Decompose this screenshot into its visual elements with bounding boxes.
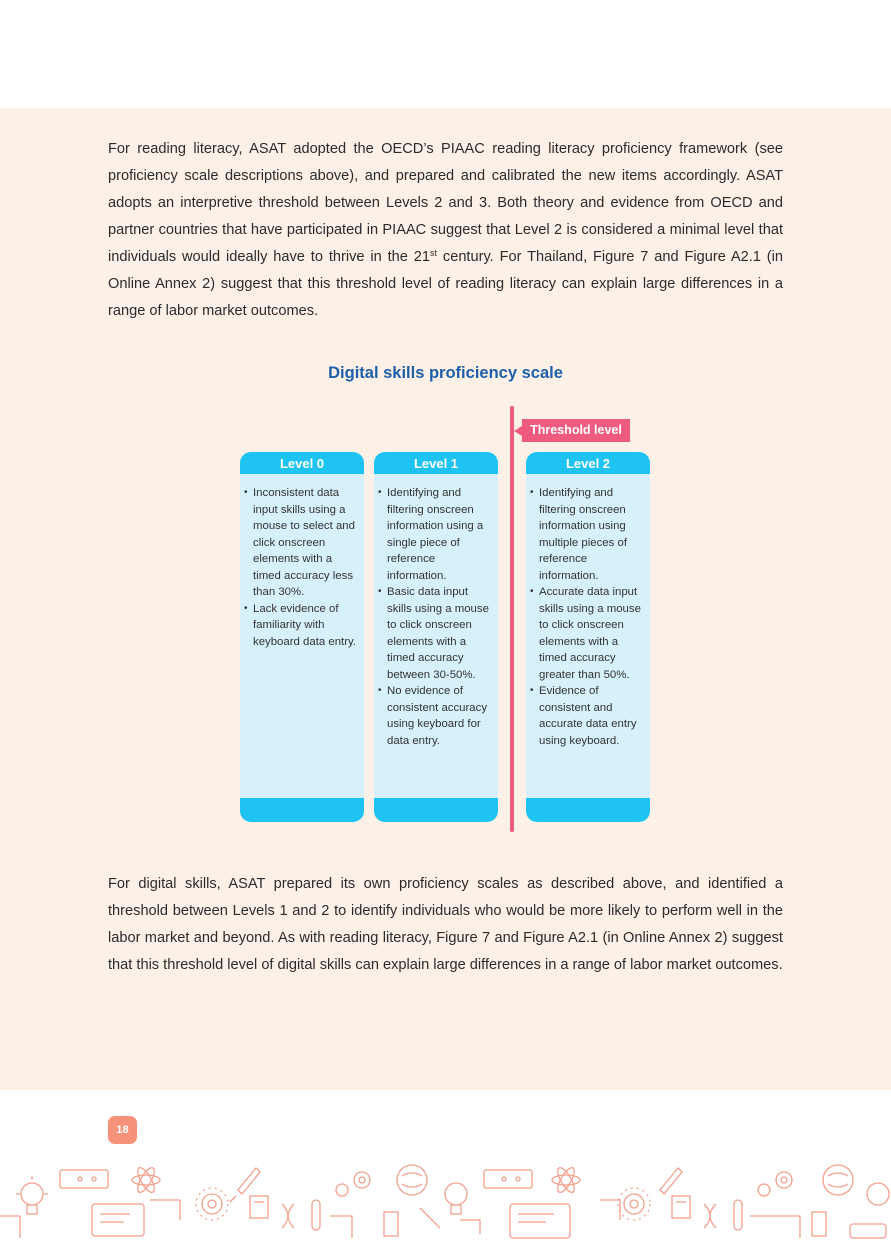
flask-icon [812, 1212, 886, 1238]
level-2-footer [526, 798, 650, 822]
paragraph1-text-end: century. For Thailand, Figure 7 and Figure A2.1 (in Online Annex 2) suggest that this threshold level of reading literacy can explain large differences in a range of labor market outcomes. [108, 249, 783, 319]
level-0-footer [240, 798, 364, 822]
lightbulb-icon [16, 1176, 48, 1214]
battery-icon [484, 1170, 532, 1188]
level-1-item: • Basic data input skills using a mouse to click onscreen elements with a timed accuracy between 30-50%. [378, 584, 494, 683]
threshold-label: Threshold level [522, 419, 630, 442]
threshold-line [510, 406, 514, 832]
atom-icon [132, 1165, 160, 1194]
level-0-header: Level 0 [240, 452, 364, 474]
book-icon [672, 1196, 690, 1218]
digital-skills-paragraph: For digital skills, ASAT prepared its own proficiency scales as described above, and identified a threshold between Levels 1 and 2 to identify individuals who would be more likely to perform well in the labor market and beyond. As with reading literacy, Figure 7 and Figure A2.1 (in Online Annex 2) suggest that this threshold level of digital skills can explain large differences in a range of labor market outcomes. [108, 876, 783, 973]
test-tube-icon [312, 1200, 320, 1230]
level-2-card [526, 452, 650, 822]
level-0-card [240, 452, 364, 822]
gear-icon [196, 1188, 228, 1220]
figure-title: Digital skills proficiency scale [328, 364, 563, 382]
screen-icon [510, 1204, 570, 1238]
paragraph1-text: For reading literacy, ASAT adopted the OECD’s PIAAC reading literacy proficiency framework (see proficiency scale descriptions above), and prepared and calibrated the new items accordingly. ASAT adopts an interpretive threshold between Levels 2 and 3. Both theory and evidence from OECD and partner countries that have participated in PIAAC suggest that Level 2 is considered a minimal level that individuals would ideally have to thrive in the 21 [108, 141, 783, 265]
level-1-item: • Identifying and filtering onscreen information using a single piece of reference information. [378, 485, 494, 584]
lightbulb-icon [445, 1183, 467, 1214]
book-icon [250, 1196, 268, 1218]
level-2-header: Level 2 [526, 452, 650, 474]
level-0-item: • Lack evidence of familiarity with keyboard data entry. [244, 601, 360, 651]
rocket-icon [660, 1168, 682, 1194]
gear-icon [336, 1172, 370, 1196]
level-2-item: • Accurate data input skills using a mouse to click onscreen elements with a timed accuracy greater than 50%. [530, 584, 646, 683]
level-1-item: • No evidence of consistent accuracy using keyboard for data entry. [378, 683, 494, 749]
footer-science-pattern [0, 1160, 891, 1242]
level-2-list [526, 474, 650, 749]
gear-icon [618, 1188, 650, 1220]
rocket-icon [230, 1168, 260, 1202]
reading-literacy-paragraph [108, 136, 783, 325]
level-2-item: • Evidence of consistent and accurate data entry using keyboard. [530, 683, 646, 749]
flask-icon [384, 1208, 440, 1236]
ordinal-superscript: st [430, 248, 438, 258]
level-1-list [374, 474, 498, 749]
dna-icon [282, 1204, 294, 1228]
level-0-list [240, 474, 364, 650]
gear-icon [758, 1172, 792, 1196]
level-0-item: • Inconsistent data input skills using a mouse to select and click onscreen elements with a timed accuracy less than 30%. [244, 485, 360, 601]
lightbulb-icon [867, 1183, 889, 1205]
test-tube-icon [734, 1200, 742, 1230]
brain-icon [397, 1165, 427, 1195]
atom-icon [552, 1165, 580, 1194]
brain-icon [823, 1165, 853, 1195]
dna-icon [704, 1204, 716, 1228]
level-1-header: Level 1 [374, 452, 498, 474]
level-1-footer [374, 798, 498, 822]
battery-icon [60, 1170, 108, 1188]
level-2-item: • Identifying and filtering onscreen information using multiple pieces of reference information. [530, 485, 646, 584]
page-number-badge: 18 [108, 1116, 137, 1144]
screen-icon [92, 1204, 144, 1236]
level-1-card [374, 452, 498, 822]
